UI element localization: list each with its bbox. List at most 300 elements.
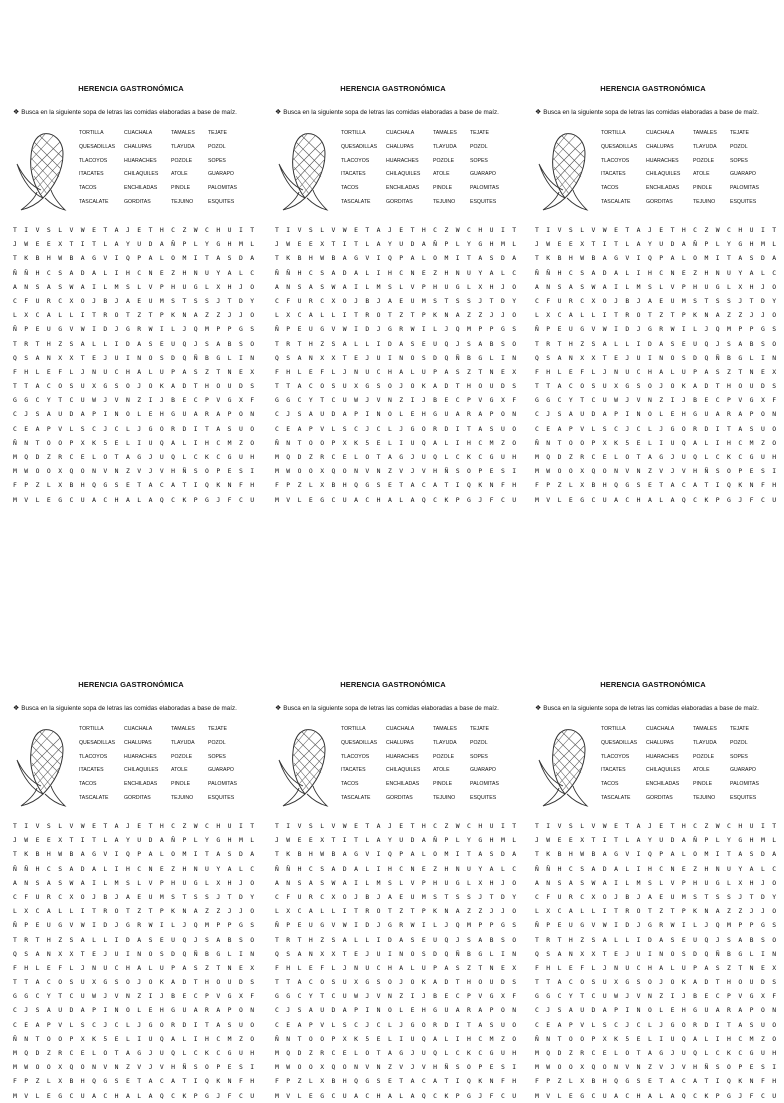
grid-letter[interactable]: R xyxy=(320,453,325,461)
grid-letter[interactable]: H xyxy=(512,481,517,490)
grid-letter[interactable]: U xyxy=(250,495,255,504)
grid-letter[interactable]: P xyxy=(286,481,291,490)
grid-letter[interactable]: Q xyxy=(444,339,449,348)
grid-letter[interactable]: U xyxy=(80,382,85,391)
grid-letter[interactable]: A xyxy=(738,935,743,944)
grid-letter[interactable]: C xyxy=(171,226,176,234)
grid-letter[interactable]: J xyxy=(238,311,243,320)
grid-letter[interactable]: H xyxy=(216,226,221,234)
grid-letter[interactable]: U xyxy=(238,424,243,433)
grid-letter[interactable]: O xyxy=(772,878,777,887)
grid-letter[interactable]: T xyxy=(557,438,562,447)
grid-letter[interactable]: H xyxy=(387,268,392,277)
grid-letter[interactable]: S xyxy=(114,978,119,987)
grid-letter[interactable]: S xyxy=(193,1063,198,1072)
grid-letter[interactable]: A xyxy=(80,1006,85,1015)
grid-letter[interactable]: A xyxy=(512,254,517,263)
grid-letter[interactable]: J xyxy=(478,495,483,504)
grid-letter[interactable]: A xyxy=(308,878,313,887)
grid-letter[interactable]: N xyxy=(250,353,255,362)
grid-letter[interactable]: T xyxy=(13,978,17,987)
grid-letter[interactable]: Q xyxy=(591,467,596,476)
grid-letter[interactable]: V xyxy=(159,1063,164,1072)
grid-letter[interactable]: A xyxy=(410,495,415,504)
grid-letter[interactable]: A xyxy=(46,1006,51,1015)
grid-letter[interactable]: L xyxy=(182,438,187,447)
grid-letter[interactable]: B xyxy=(227,339,232,348)
grid-letter[interactable]: Z xyxy=(137,311,142,320)
grid-letter[interactable]: I xyxy=(125,353,130,362)
grid-letter[interactable]: G xyxy=(137,453,142,461)
grid-letter[interactable]: J xyxy=(602,367,607,376)
grid-letter[interactable]: E xyxy=(444,396,449,405)
grid-letter[interactable]: E xyxy=(137,226,142,234)
grid-letter[interactable]: L xyxy=(365,864,370,873)
grid-letter[interactable]: H xyxy=(693,467,698,476)
grid-letter[interactable]: T xyxy=(580,396,585,405)
grid-letter[interactable]: M xyxy=(421,892,426,901)
grid-letter[interactable]: Q xyxy=(455,921,460,930)
grid-letter[interactable]: S xyxy=(331,382,336,391)
grid-letter[interactable]: S xyxy=(636,1077,641,1086)
grid-letter[interactable]: G xyxy=(171,410,176,419)
grid-letter[interactable]: C xyxy=(365,1091,370,1100)
grid-letter[interactable]: C xyxy=(171,495,176,504)
grid-letter[interactable]: G xyxy=(238,325,243,334)
grid-letter[interactable]: O xyxy=(727,1063,731,1072)
grid-letter[interactable]: K xyxy=(286,850,291,859)
grid-letter[interactable]: A xyxy=(433,1077,438,1086)
grid-letter[interactable]: A xyxy=(478,1006,483,1015)
grid-letter[interactable]: W xyxy=(320,850,325,859)
grid-letter[interactable]: J xyxy=(286,410,291,419)
grid-letter[interactable]: D xyxy=(704,382,709,391)
grid-letter[interactable]: O xyxy=(478,382,483,391)
grid-letter[interactable]: L xyxy=(444,453,449,461)
grid-letter[interactable]: L xyxy=(625,282,630,291)
grid-letter[interactable]: T xyxy=(387,311,392,320)
grid-letter[interactable]: R xyxy=(727,1006,731,1015)
grid-letter[interactable]: H xyxy=(727,438,731,447)
grid-letter[interactable]: T xyxy=(602,949,607,958)
grid-letter[interactable]: W xyxy=(24,240,29,249)
grid-letter[interactable]: N xyxy=(772,353,777,362)
grid-letter[interactable]: V xyxy=(399,1063,404,1072)
grid-letter[interactable]: T xyxy=(580,992,585,1001)
grid-letter[interactable]: V xyxy=(580,424,585,433)
grid-letter[interactable]: H xyxy=(421,226,426,234)
grid-letter[interactable]: T xyxy=(250,226,255,234)
grid-letter[interactable]: P xyxy=(546,921,551,930)
grid-letter[interactable]: C xyxy=(614,1020,618,1029)
grid-letter[interactable]: A xyxy=(125,1091,130,1100)
grid-letter[interactable]: Z xyxy=(216,311,221,320)
grid-letter[interactable]: W xyxy=(69,878,74,887)
grid-letter[interactable]: P xyxy=(738,1063,743,1072)
grid-letter[interactable]: Ñ xyxy=(13,921,17,930)
grid-letter[interactable]: Ñ xyxy=(275,1034,279,1043)
grid-letter[interactable]: M xyxy=(13,1063,17,1072)
grid-letter[interactable]: Z xyxy=(238,1034,243,1043)
grid-letter[interactable]: D xyxy=(760,850,765,859)
grid-letter[interactable]: D xyxy=(69,1006,74,1015)
grid-letter[interactable]: S xyxy=(331,978,336,987)
grid-letter[interactable]: W xyxy=(546,1063,551,1072)
grid-letter[interactable]: I xyxy=(659,1034,664,1043)
grid-letter[interactable]: O xyxy=(557,467,562,476)
grid-letter[interactable]: A xyxy=(636,822,641,830)
grid-letter[interactable]: G xyxy=(216,949,221,958)
grid-letter[interactable]: J xyxy=(749,907,754,916)
grid-letter[interactable]: N xyxy=(704,311,709,320)
grid-letter[interactable]: E xyxy=(342,453,347,461)
grid-letter[interactable]: U xyxy=(80,1091,85,1100)
grid-letter[interactable]: W xyxy=(715,822,720,830)
grid-letter[interactable]: S xyxy=(387,878,392,887)
grid-letter[interactable]: D xyxy=(444,978,449,987)
grid-letter[interactable]: U xyxy=(557,892,562,901)
grid-letter[interactable]: S xyxy=(376,382,381,391)
grid-letter[interactable]: P xyxy=(159,282,164,291)
grid-letter[interactable]: Q xyxy=(591,1063,596,1072)
grid-letter[interactable]: S xyxy=(250,978,255,987)
grid-letter[interactable]: G xyxy=(275,992,279,1001)
grid-letter[interactable]: Z xyxy=(444,226,449,234)
grid-letter[interactable]: A xyxy=(297,1020,302,1029)
grid-letter[interactable]: J xyxy=(376,892,381,901)
grid-letter[interactable]: N xyxy=(376,1063,381,1072)
grid-letter[interactable]: A xyxy=(738,424,743,433)
grid-letter[interactable]: G xyxy=(137,1049,142,1057)
grid-letter[interactable]: Y xyxy=(308,396,313,405)
grid-letter[interactable]: G xyxy=(760,921,765,930)
grid-letter[interactable]: O xyxy=(772,438,777,447)
grid-letter[interactable]: Z xyxy=(182,822,187,830)
grid-letter[interactable]: C xyxy=(591,1049,596,1057)
grid-letter[interactable]: U xyxy=(760,1049,765,1057)
grid-letter[interactable]: A xyxy=(159,836,164,845)
grid-letter[interactable]: F xyxy=(546,892,551,901)
grid-letter[interactable]: H xyxy=(125,864,130,873)
grid-letter[interactable]: Q xyxy=(171,453,176,461)
grid-letter[interactable]: V xyxy=(24,1091,29,1100)
grid-letter[interactable]: G xyxy=(467,495,471,504)
grid-letter[interactable]: B xyxy=(35,254,40,263)
grid-letter[interactable]: Z xyxy=(205,907,209,916)
grid-letter[interactable]: C xyxy=(580,892,585,901)
grid-letter[interactable]: A xyxy=(535,878,539,887)
grid-letter[interactable]: C xyxy=(92,424,96,433)
grid-letter[interactable]: X xyxy=(760,992,765,1001)
grid-letter[interactable]: R xyxy=(171,1020,176,1029)
grid-letter[interactable]: A xyxy=(659,963,664,972)
grid-letter[interactable]: X xyxy=(591,949,596,958)
grid-letter[interactable]: S xyxy=(193,467,198,476)
grid-letter[interactable]: T xyxy=(727,850,731,859)
grid-letter[interactable]: A xyxy=(35,382,40,391)
grid-letter[interactable]: L xyxy=(331,424,336,433)
grid-letter[interactable]: L xyxy=(103,935,108,944)
grid-letter[interactable]: H xyxy=(308,935,313,944)
grid-letter[interactable]: L xyxy=(238,268,243,277)
grid-letter[interactable]: Ñ xyxy=(455,353,460,362)
grid-letter[interactable]: J xyxy=(103,992,108,1001)
grid-letter[interactable]: G xyxy=(580,495,585,504)
grid-letter[interactable]: X xyxy=(546,907,551,916)
grid-letter[interactable]: O xyxy=(512,282,517,291)
grid-letter[interactable]: S xyxy=(125,282,130,291)
grid-letter[interactable]: V xyxy=(320,424,325,433)
grid-letter[interactable]: N xyxy=(24,438,29,447)
grid-letter[interactable]: X xyxy=(342,438,347,447)
grid-letter[interactable]: J xyxy=(738,892,743,901)
grid-letter[interactable]: J xyxy=(399,1020,404,1029)
grid-letter[interactable]: A xyxy=(455,311,460,320)
grid-letter[interactable]: T xyxy=(614,836,618,845)
grid-letter[interactable]: E xyxy=(410,1006,415,1015)
grid-letter[interactable]: Ñ xyxy=(24,268,29,277)
grid-letter[interactable]: P xyxy=(421,311,426,320)
grid-letter[interactable]: Z xyxy=(297,1077,302,1086)
grid-letter[interactable]: N xyxy=(92,1063,96,1072)
grid-letter[interactable]: R xyxy=(24,935,29,944)
grid-letter[interactable]: L xyxy=(182,453,187,461)
grid-letter[interactable]: H xyxy=(205,382,209,391)
grid-letter[interactable]: S xyxy=(171,296,176,305)
grid-letter[interactable]: A xyxy=(433,978,438,987)
grid-letter[interactable]: L xyxy=(727,878,731,887)
grid-letter[interactable]: A xyxy=(46,410,51,419)
grid-letter[interactable]: H xyxy=(421,1006,426,1015)
grid-letter[interactable]: W xyxy=(410,325,415,334)
grid-letter[interactable]: T xyxy=(286,382,291,391)
grid-letter[interactable]: A xyxy=(647,1049,652,1057)
grid-letter[interactable]: M xyxy=(205,325,209,334)
grid-letter[interactable]: A xyxy=(227,864,232,873)
grid-letter[interactable]: Z xyxy=(467,963,471,972)
grid-letter[interactable]: C xyxy=(331,396,336,405)
grid-letter[interactable]: I xyxy=(715,481,720,490)
grid-letter[interactable]: L xyxy=(535,907,539,916)
grid-letter[interactable]: C xyxy=(331,1091,336,1100)
grid-letter[interactable]: E xyxy=(297,921,302,930)
grid-letter[interactable]: Q xyxy=(614,1077,618,1086)
grid-letter[interactable]: A xyxy=(659,339,664,348)
grid-letter[interactable]: V xyxy=(478,992,483,1001)
grid-letter[interactable]: S xyxy=(455,296,460,305)
grid-letter[interactable]: S xyxy=(433,892,438,901)
grid-letter[interactable]: H xyxy=(489,836,494,845)
grid-letter[interactable]: L xyxy=(205,878,209,887)
grid-letter[interactable]: N xyxy=(410,268,415,277)
grid-letter[interactable]: F xyxy=(772,992,777,1001)
grid-letter[interactable]: L xyxy=(489,353,494,362)
grid-letter[interactable]: C xyxy=(636,367,641,376)
grid-letter[interactable]: I xyxy=(772,467,777,476)
grid-letter[interactable]: I xyxy=(455,1020,460,1029)
grid-letter[interactable]: U xyxy=(58,410,63,419)
grid-letter[interactable]: Ñ xyxy=(171,836,176,845)
grid-letter[interactable]: E xyxy=(421,864,426,873)
grid-letter[interactable]: 5 xyxy=(365,438,370,447)
grid-letter[interactable]: G xyxy=(659,453,664,461)
grid-letter[interactable]: N xyxy=(227,1077,232,1086)
grid-letter[interactable]: U xyxy=(580,410,585,419)
grid-letter[interactable]: I xyxy=(80,311,85,320)
grid-letter[interactable]: C xyxy=(625,1091,630,1100)
grid-letter[interactable]: Q xyxy=(546,453,551,461)
grid-letter[interactable]: B xyxy=(35,850,40,859)
grid-letter[interactable]: M xyxy=(275,453,279,461)
grid-letter[interactable]: E xyxy=(557,921,562,930)
grid-letter[interactable]: O xyxy=(580,382,585,391)
grid-letter[interactable]: U xyxy=(410,1034,415,1043)
grid-letter[interactable]: Z xyxy=(659,396,664,405)
grid-letter[interactable]: Q xyxy=(444,353,449,362)
grid-letter[interactable]: R xyxy=(467,1006,471,1015)
grid-letter[interactable]: D xyxy=(760,254,765,263)
grid-letter[interactable]: U xyxy=(342,396,347,405)
grid-letter[interactable]: T xyxy=(636,1049,641,1057)
grid-letter[interactable]: C xyxy=(715,992,720,1001)
grid-letter[interactable]: N xyxy=(354,367,358,376)
grid-letter[interactable]: C xyxy=(693,226,698,234)
grid-letter[interactable]: Z xyxy=(320,339,325,348)
grid-letter[interactable]: C xyxy=(568,978,573,987)
grid-letter[interactable]: L xyxy=(387,438,392,447)
grid-letter[interactable]: O xyxy=(433,850,438,859)
grid-letter[interactable]: U xyxy=(238,1049,243,1057)
grid-letter[interactable]: S xyxy=(512,325,517,334)
grid-letter[interactable]: U xyxy=(35,892,40,901)
grid-letter[interactable]: I xyxy=(715,254,720,263)
grid-letter[interactable]: R xyxy=(137,921,142,930)
grid-letter[interactable]: R xyxy=(399,921,404,930)
grid-letter[interactable]: Q xyxy=(455,325,460,334)
grid-letter[interactable]: T xyxy=(557,339,562,348)
grid-letter[interactable]: T xyxy=(614,311,618,320)
grid-letter[interactable]: L xyxy=(399,1006,404,1015)
grid-letter[interactable]: E xyxy=(568,495,573,504)
grid-letter[interactable]: O xyxy=(410,978,415,987)
grid-letter[interactable]: P xyxy=(489,1006,494,1015)
grid-letter[interactable]: H xyxy=(444,268,449,277)
grid-letter[interactable]: Q xyxy=(92,1077,96,1086)
grid-letter[interactable]: D xyxy=(103,325,108,334)
grid-letter[interactable]: C xyxy=(738,1034,743,1043)
grid-letter[interactable]: A xyxy=(410,1091,415,1100)
grid-letter[interactable]: Z xyxy=(58,339,63,348)
grid-letter[interactable]: Q xyxy=(275,949,279,958)
grid-letter[interactable]: O xyxy=(433,254,438,263)
grid-letter[interactable]: Q xyxy=(286,453,291,461)
grid-letter[interactable]: U xyxy=(297,296,302,305)
grid-letter[interactable]: Y xyxy=(738,268,743,277)
grid-letter[interactable]: C xyxy=(727,226,731,234)
grid-letter[interactable]: L xyxy=(137,1006,142,1015)
grid-letter[interactable]: M xyxy=(13,1049,17,1057)
grid-letter[interactable]: C xyxy=(433,1091,438,1100)
grid-letter[interactable]: J xyxy=(354,892,358,901)
grid-letter[interactable]: H xyxy=(512,1077,517,1086)
grid-letter[interactable]: L xyxy=(387,1034,392,1043)
grid-letter[interactable]: S xyxy=(46,226,51,234)
grid-letter[interactable]: L xyxy=(614,935,618,944)
grid-letter[interactable]: T xyxy=(670,907,675,916)
grid-letter[interactable]: O xyxy=(125,978,130,987)
grid-letter[interactable]: J xyxy=(137,978,142,987)
grid-letter[interactable]: U xyxy=(227,382,232,391)
grid-letter[interactable]: A xyxy=(308,1006,313,1015)
grid-letter[interactable]: R xyxy=(46,296,51,305)
grid-letter[interactable]: S xyxy=(500,467,505,476)
grid-letter[interactable]: G xyxy=(546,992,551,1001)
grid-letter[interactable]: A xyxy=(557,949,562,958)
grid-letter[interactable]: P xyxy=(738,325,743,334)
grid-letter[interactable]: J xyxy=(455,339,460,348)
grid-letter[interactable]: C xyxy=(13,296,17,305)
grid-letter[interactable]: M xyxy=(749,438,754,447)
grid-letter[interactable]: O xyxy=(512,424,517,433)
grid-letter[interactable]: D xyxy=(148,836,153,845)
grid-letter[interactable]: H xyxy=(433,282,438,291)
grid-letter[interactable]: V xyxy=(376,396,381,405)
grid-letter[interactable]: O xyxy=(410,949,415,958)
grid-letter[interactable]: E xyxy=(568,836,573,845)
grid-letter[interactable]: G xyxy=(410,424,415,433)
grid-letter[interactable]: M xyxy=(227,438,232,447)
grid-letter[interactable]: Z xyxy=(171,268,176,277)
grid-letter[interactable]: U xyxy=(46,921,51,930)
grid-letter[interactable]: T xyxy=(365,822,370,830)
grid-letter[interactable]: C xyxy=(421,481,426,490)
grid-letter[interactable]: I xyxy=(92,282,96,291)
grid-letter[interactable]: V xyxy=(137,467,142,476)
grid-letter[interactable]: I xyxy=(193,481,198,490)
grid-letter[interactable]: Z xyxy=(444,822,449,830)
grid-letter[interactable]: F xyxy=(320,963,325,972)
grid-letter[interactable]: N xyxy=(749,367,754,376)
grid-letter[interactable]: G xyxy=(625,382,630,391)
grid-letter[interactable]: H xyxy=(227,878,232,887)
grid-letter[interactable]: L xyxy=(444,1034,449,1043)
grid-letter[interactable]: J xyxy=(636,296,641,305)
grid-letter[interactable]: M xyxy=(13,495,17,504)
grid-letter[interactable]: G xyxy=(58,495,63,504)
grid-letter[interactable]: V xyxy=(478,396,483,405)
grid-letter[interactable]: A xyxy=(715,1006,720,1015)
grid-letter[interactable]: S xyxy=(557,282,562,291)
grid-letter[interactable]: S xyxy=(749,850,754,859)
grid-letter[interactable]: V xyxy=(636,992,641,1001)
grid-letter[interactable]: S xyxy=(467,339,471,348)
grid-letter[interactable]: S xyxy=(693,892,698,901)
grid-letter[interactable]: N xyxy=(636,1063,641,1072)
grid-letter[interactable]: I xyxy=(238,226,243,234)
grid-letter[interactable]: Y xyxy=(568,396,573,405)
grid-letter[interactable]: O xyxy=(58,978,63,987)
grid-letter[interactable]: I xyxy=(512,467,517,476)
grid-letter[interactable]: L xyxy=(467,878,471,887)
grid-letter[interactable]: U xyxy=(114,949,119,958)
grid-letter[interactable]: K xyxy=(171,907,176,916)
grid-letter[interactable]: L xyxy=(659,282,664,291)
grid-letter[interactable]: B xyxy=(693,396,698,405)
grid-letter[interactable]: F xyxy=(250,992,255,1001)
grid-letter[interactable]: N xyxy=(636,467,641,476)
grid-letter[interactable]: S xyxy=(286,949,291,958)
grid-letter[interactable]: H xyxy=(159,1006,164,1015)
